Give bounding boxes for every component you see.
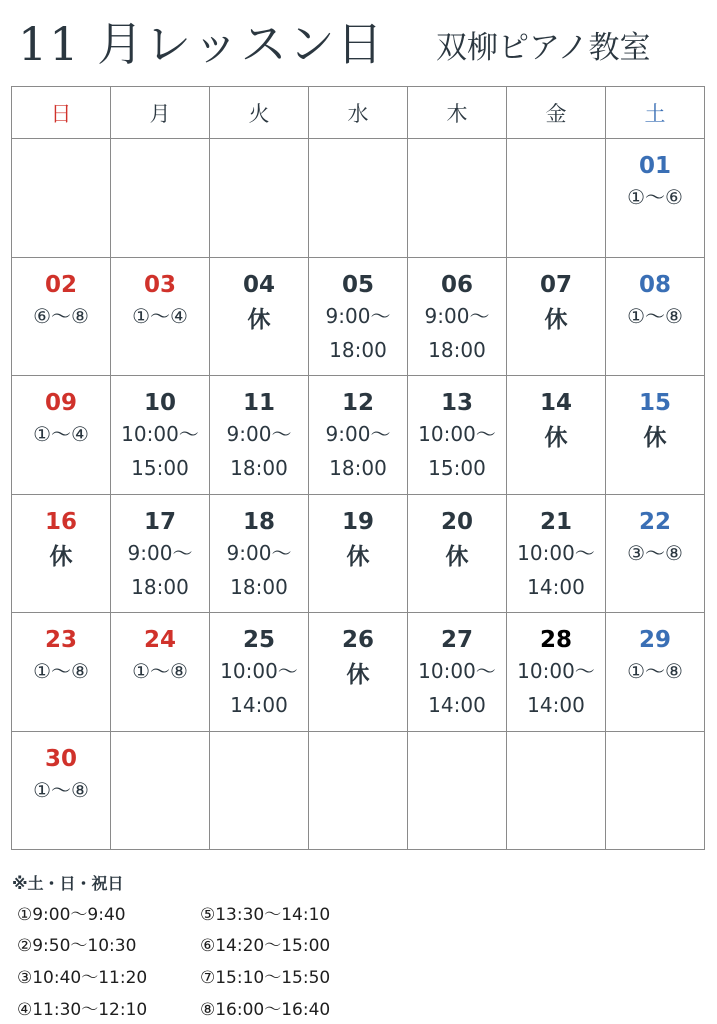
calendar-day-cell bbox=[606, 139, 705, 258]
calendar-week-row bbox=[12, 731, 705, 850]
calendar-day-cell bbox=[111, 494, 210, 613]
lesson-hours: ③〜⑧ bbox=[627, 540, 683, 565]
closed-label: 休 bbox=[346, 662, 370, 688]
calendar-day-cell bbox=[606, 613, 705, 732]
weekday-wed: 水 bbox=[309, 87, 408, 139]
time-slot-8: ⑧16:00〜16:40 bbox=[200, 1000, 331, 1020]
day-number: 05 bbox=[341, 271, 374, 298]
lesson-hours: ①〜④ bbox=[132, 303, 188, 328]
calendar bbox=[11, 86, 705, 850]
weekday-header-row bbox=[12, 87, 705, 139]
time-slot-2: ②9:50〜10:30 bbox=[17, 936, 137, 956]
closed-label: 休 bbox=[643, 425, 667, 451]
calendar-grid bbox=[11, 86, 705, 850]
page-title: 11 月レッスン日 bbox=[18, 17, 385, 71]
calendar-day-cell bbox=[507, 376, 606, 495]
calendar-day-cell bbox=[12, 494, 111, 613]
lesson-hours: 10:00〜 15:00 bbox=[121, 422, 199, 480]
calendar-day-cell bbox=[408, 494, 507, 613]
calendar-empty-cell bbox=[111, 731, 210, 850]
weekday-sun: 日 bbox=[12, 87, 111, 139]
lesson-hours: ①〜④ bbox=[33, 422, 89, 446]
weekday-thu: 木 bbox=[408, 87, 507, 139]
day-number: 11 bbox=[242, 390, 275, 416]
day-number: 14 bbox=[539, 390, 572, 416]
calendar-day-cell bbox=[12, 731, 111, 850]
day-number: 30 bbox=[44, 745, 77, 772]
lesson-hours: ①〜⑧ bbox=[627, 303, 683, 328]
lesson-hours: 10:00〜 14:00 bbox=[517, 659, 595, 717]
weekday-fri: 金 bbox=[507, 87, 606, 139]
day-number: 01 bbox=[638, 153, 671, 179]
time-slot-7: ⑦15:10〜15:50 bbox=[200, 968, 331, 988]
day-number: 10 bbox=[143, 390, 176, 416]
calendar-day-cell bbox=[210, 257, 309, 376]
lesson-hours: ⑥〜⑧ bbox=[33, 303, 89, 328]
calendar-day-cell bbox=[111, 376, 210, 495]
day-number: 12 bbox=[341, 390, 374, 416]
calendar-empty-cell bbox=[408, 139, 507, 258]
day-number: 25 bbox=[242, 627, 275, 653]
lesson-hours: 9:00〜 18:00 bbox=[325, 303, 391, 362]
day-number: 18 bbox=[242, 508, 275, 535]
lesson-hours: ①〜⑧ bbox=[132, 659, 188, 683]
closed-label: 休 bbox=[544, 425, 568, 451]
lesson-hours: 10:00〜 14:00 bbox=[517, 540, 595, 599]
closed-label: 休 bbox=[346, 543, 370, 570]
lesson-hours: 9:00〜 18:00 bbox=[127, 540, 193, 599]
lesson-hours: ①〜⑥ bbox=[627, 185, 683, 209]
calendar-empty-cell bbox=[606, 731, 705, 850]
calendar-empty-cell bbox=[111, 139, 210, 258]
day-number: 28 bbox=[539, 627, 572, 653]
calendar-empty-cell bbox=[309, 731, 408, 850]
day-number: 13 bbox=[440, 390, 473, 416]
day-number: 07 bbox=[539, 271, 572, 298]
calendar-day-cell bbox=[12, 613, 111, 732]
lesson-hours: 10:00〜 14:00 bbox=[220, 659, 298, 717]
day-number: 09 bbox=[44, 390, 77, 416]
lesson-hours: 9:00〜 18:00 bbox=[424, 303, 490, 362]
calendar-day-cell bbox=[606, 494, 705, 613]
time-slot-3: ③10:40〜11:20 bbox=[17, 968, 148, 988]
day-number: 20 bbox=[440, 508, 473, 535]
calendar-day-cell bbox=[507, 257, 606, 376]
calendar-week-row bbox=[12, 376, 705, 495]
closed-label: 休 bbox=[445, 543, 469, 570]
lesson-hours: ①〜⑧ bbox=[627, 659, 683, 683]
calendar-day-cell bbox=[408, 613, 507, 732]
lesson-hours: 9:00〜 18:00 bbox=[325, 422, 391, 480]
day-number: 04 bbox=[242, 271, 275, 298]
calendar-week-row bbox=[12, 139, 705, 258]
calendar-day-cell bbox=[12, 376, 111, 495]
calendar-day-cell bbox=[210, 613, 309, 732]
time-slot-5: ⑤13:30〜14:10 bbox=[200, 905, 331, 925]
calendar-day-cell bbox=[606, 257, 705, 376]
weekday-sat: 土 bbox=[606, 87, 705, 139]
day-number: 08 bbox=[638, 271, 671, 298]
day-number: 02 bbox=[44, 271, 77, 298]
calendar-empty-cell bbox=[12, 139, 111, 258]
calendar-week-row bbox=[12, 494, 705, 613]
calendar-empty-cell bbox=[210, 731, 309, 850]
time-slot-1: ①9:00〜9:40 bbox=[17, 905, 126, 925]
closed-label: 休 bbox=[544, 306, 568, 333]
calendar-week-row bbox=[12, 613, 705, 732]
lesson-hours: 10:00〜 15:00 bbox=[418, 422, 496, 480]
legend-title: ※土・日・祝日 bbox=[12, 874, 124, 893]
calendar-empty-cell bbox=[507, 139, 606, 258]
calendar-empty-cell bbox=[309, 139, 408, 258]
calendar-day-cell bbox=[210, 376, 309, 495]
closed-label: 休 bbox=[49, 543, 73, 570]
calendar-empty-cell bbox=[507, 731, 606, 850]
calendar-day-cell bbox=[309, 257, 408, 376]
calendar-day-cell bbox=[111, 613, 210, 732]
day-number: 21 bbox=[539, 508, 572, 535]
calendar-empty-cell bbox=[408, 731, 507, 850]
time-slot-4: ④11:30〜12:10 bbox=[17, 1000, 148, 1020]
calendar-day-cell bbox=[507, 613, 606, 732]
lesson-hours: 9:00〜 18:00 bbox=[226, 422, 292, 480]
time-slot-6: ⑥14:20〜15:00 bbox=[200, 936, 331, 956]
lesson-hours: 9:00〜 18:00 bbox=[226, 540, 292, 599]
day-number: 24 bbox=[143, 627, 176, 653]
calendar-day-cell bbox=[309, 376, 408, 495]
day-number: 27 bbox=[440, 627, 473, 653]
calendar-week-row bbox=[12, 257, 705, 376]
day-number: 23 bbox=[44, 627, 77, 653]
calendar-empty-cell bbox=[210, 139, 309, 258]
calendar-day-cell bbox=[408, 257, 507, 376]
school-name: 双柳ピアノ教室 bbox=[436, 30, 651, 66]
weekday-mon: 月 bbox=[111, 87, 210, 139]
lesson-hours: ①〜⑧ bbox=[33, 777, 89, 802]
calendar-day-cell bbox=[309, 613, 408, 732]
day-number: 26 bbox=[341, 627, 374, 653]
lesson-hours: ①〜⑧ bbox=[33, 659, 89, 683]
day-number: 29 bbox=[638, 627, 671, 653]
calendar-day-cell bbox=[12, 257, 111, 376]
calendar-day-cell bbox=[210, 494, 309, 613]
calendar-day-cell bbox=[606, 376, 705, 495]
closed-label: 休 bbox=[247, 306, 271, 333]
day-number: 19 bbox=[341, 508, 374, 535]
calendar-day-cell bbox=[408, 376, 507, 495]
day-number: 17 bbox=[143, 508, 176, 535]
weekday-tue: 火 bbox=[210, 87, 309, 139]
day-number: 03 bbox=[143, 271, 176, 298]
day-number: 16 bbox=[44, 508, 77, 535]
calendar-day-cell bbox=[111, 257, 210, 376]
calendar-day-cell bbox=[309, 494, 408, 613]
lesson-hours: 10:00〜 14:00 bbox=[418, 659, 496, 717]
day-number: 22 bbox=[638, 508, 671, 535]
day-number: 06 bbox=[440, 271, 473, 298]
calendar-day-cell bbox=[507, 494, 606, 613]
day-number: 15 bbox=[638, 390, 671, 416]
